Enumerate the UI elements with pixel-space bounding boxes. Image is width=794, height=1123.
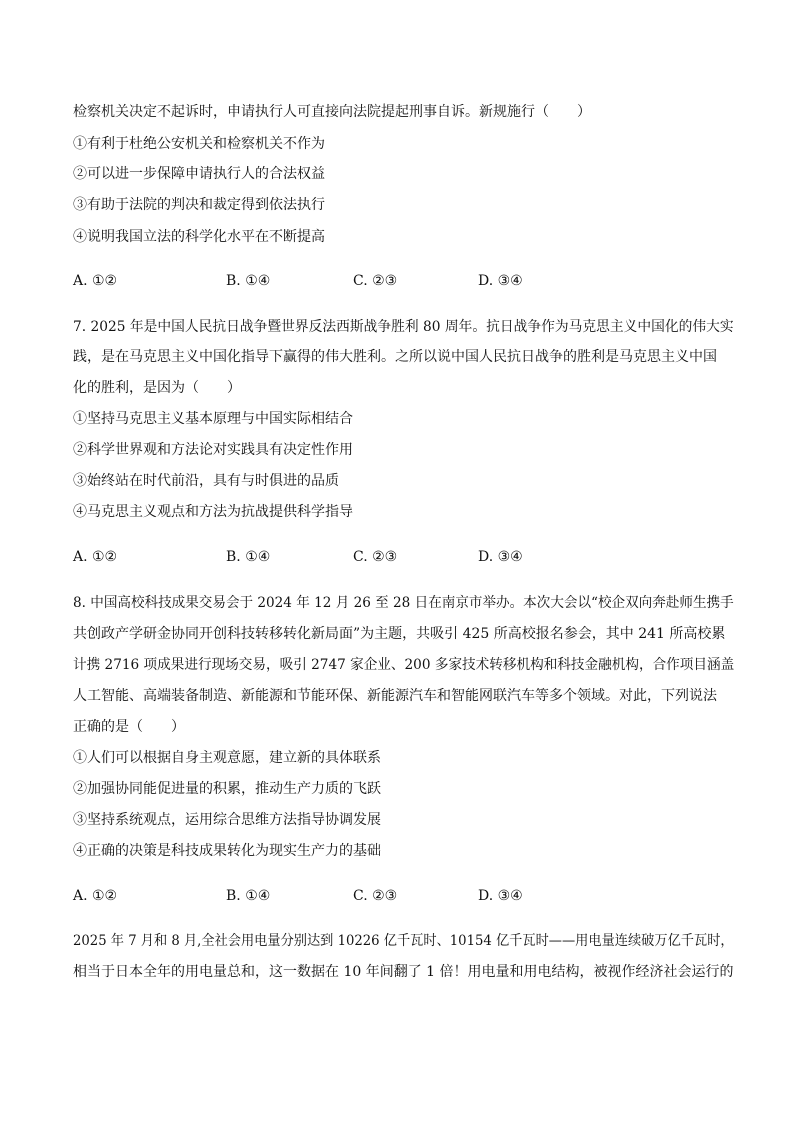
q6-statement-3: ③有助于法院的判决和裁定得到依法执行 [73, 197, 325, 213]
q7-statement-3: ③始终站在时代前沿，具有与时俱进的品质 [73, 473, 339, 489]
q6-option-a: A. ①② [73, 273, 118, 289]
q7-stem-line-1: 7. 2025 年是中国人民抗日战争暨世界反法西斯战争胜利 80 周年。抗日战争作为马克思主义中国化的伟大实 [73, 319, 734, 335]
q8-statement-1: ①人们可以根据自身主观意愿，建立新的具体联系 [73, 750, 381, 766]
q8-stem-line-2: 共创政产学研金协同开创科技转移转化新局面”为主题，共吸引 425 所高校报名参会，其中 241 所高校累 [73, 626, 726, 642]
q8-option-a: A. ①② [73, 888, 118, 904]
q7-statement-2: ②科学世界观和方法论对实践具有决定性作用 [73, 442, 353, 458]
q8-option-b: B. ①④ [226, 888, 271, 904]
q9-stem-line-1: 2025 年 7 月和 8 月,全社会用电量分别达到 10226 亿千瓦时、10154 亿千瓦时——用电量连续破万亿千瓦时， [73, 933, 734, 949]
q6-statement-4: ④说明我国立法的科学化水平在不断提高 [73, 229, 325, 245]
q7-stem-line-3: 化的胜利，是因为（ ） [73, 380, 241, 396]
q6-stem-line: 检察机关决定不起诉时，申请执行人可直接向法院提起刑事自诉。新规施行（ ） [73, 104, 591, 120]
q6-option-c: C. ②③ [353, 273, 398, 289]
q8-options [73, 886, 723, 906]
q8-stem-line-1: 8. 中国高校科技成果交易会于 2024 年 12 月 26 至 28 日在南京市举办。本次大会以“校企双向奔赴师生携手 [73, 595, 734, 611]
q8-statement-3: ③坚持系统观点，运用综合思维方法指导协调发展 [73, 812, 381, 828]
q8-option-d: D. ③④ [478, 888, 523, 904]
q8-statement-4: ④正确的决策是科技成果转化为现实生产力的基础 [73, 843, 381, 859]
q8-stem-line-3: 计携 2716 项成果进行现场交易，吸引 2747 家企业、200 多家技术转移机构和科技金融机构，合作项目涵盖 [73, 657, 735, 673]
q7-option-c: C. ②③ [353, 549, 398, 565]
q7-stem-line-2: 践，是在马克思主义中国化指导下赢得的伟大胜利。之所以说中国人民抗日战争的胜利是马克思主义中国 [73, 349, 717, 365]
q8-stem-line-5: 正确的是（ ） [73, 719, 185, 735]
q6-option-d: D. ③④ [478, 273, 523, 289]
q8-statement-2: ②加强协同能促进量的积累，推动生产力质的飞跃 [73, 781, 381, 797]
q6-option-b: B. ①④ [226, 273, 271, 289]
q6-statement-1: ①有利于杜绝公安机关和检察机关不作为 [73, 136, 325, 152]
q7-statement-1: ①坚持马克思主义基本原理与中国实际相结合 [73, 411, 353, 427]
q8-option-c: C. ②③ [353, 888, 398, 904]
q7-option-b: B. ①④ [226, 549, 271, 565]
q9-stem-line-2: 相当于日本全年的用电量总和，这一数据在 10 年间翻了 1 倍！用电量和用电结构，被视作经济社会运行的 [73, 964, 734, 980]
q7-statement-4: ④马克思主义观点和方法为抗战提供科学指导 [73, 504, 353, 520]
q8-stem-line-4: 人工智能、高端装备制造、新能源和节能环保、新能源汽车和智能网联汽车等多个领域。对此，下列说法 [73, 688, 717, 704]
q6-options [73, 271, 723, 291]
q7-option-a: A. ①② [73, 549, 118, 565]
q7-options [73, 547, 723, 567]
q6-statement-2: ②可以进一步保障申请执行人的合法权益 [73, 166, 325, 182]
q7-option-d: D. ③④ [478, 549, 523, 565]
